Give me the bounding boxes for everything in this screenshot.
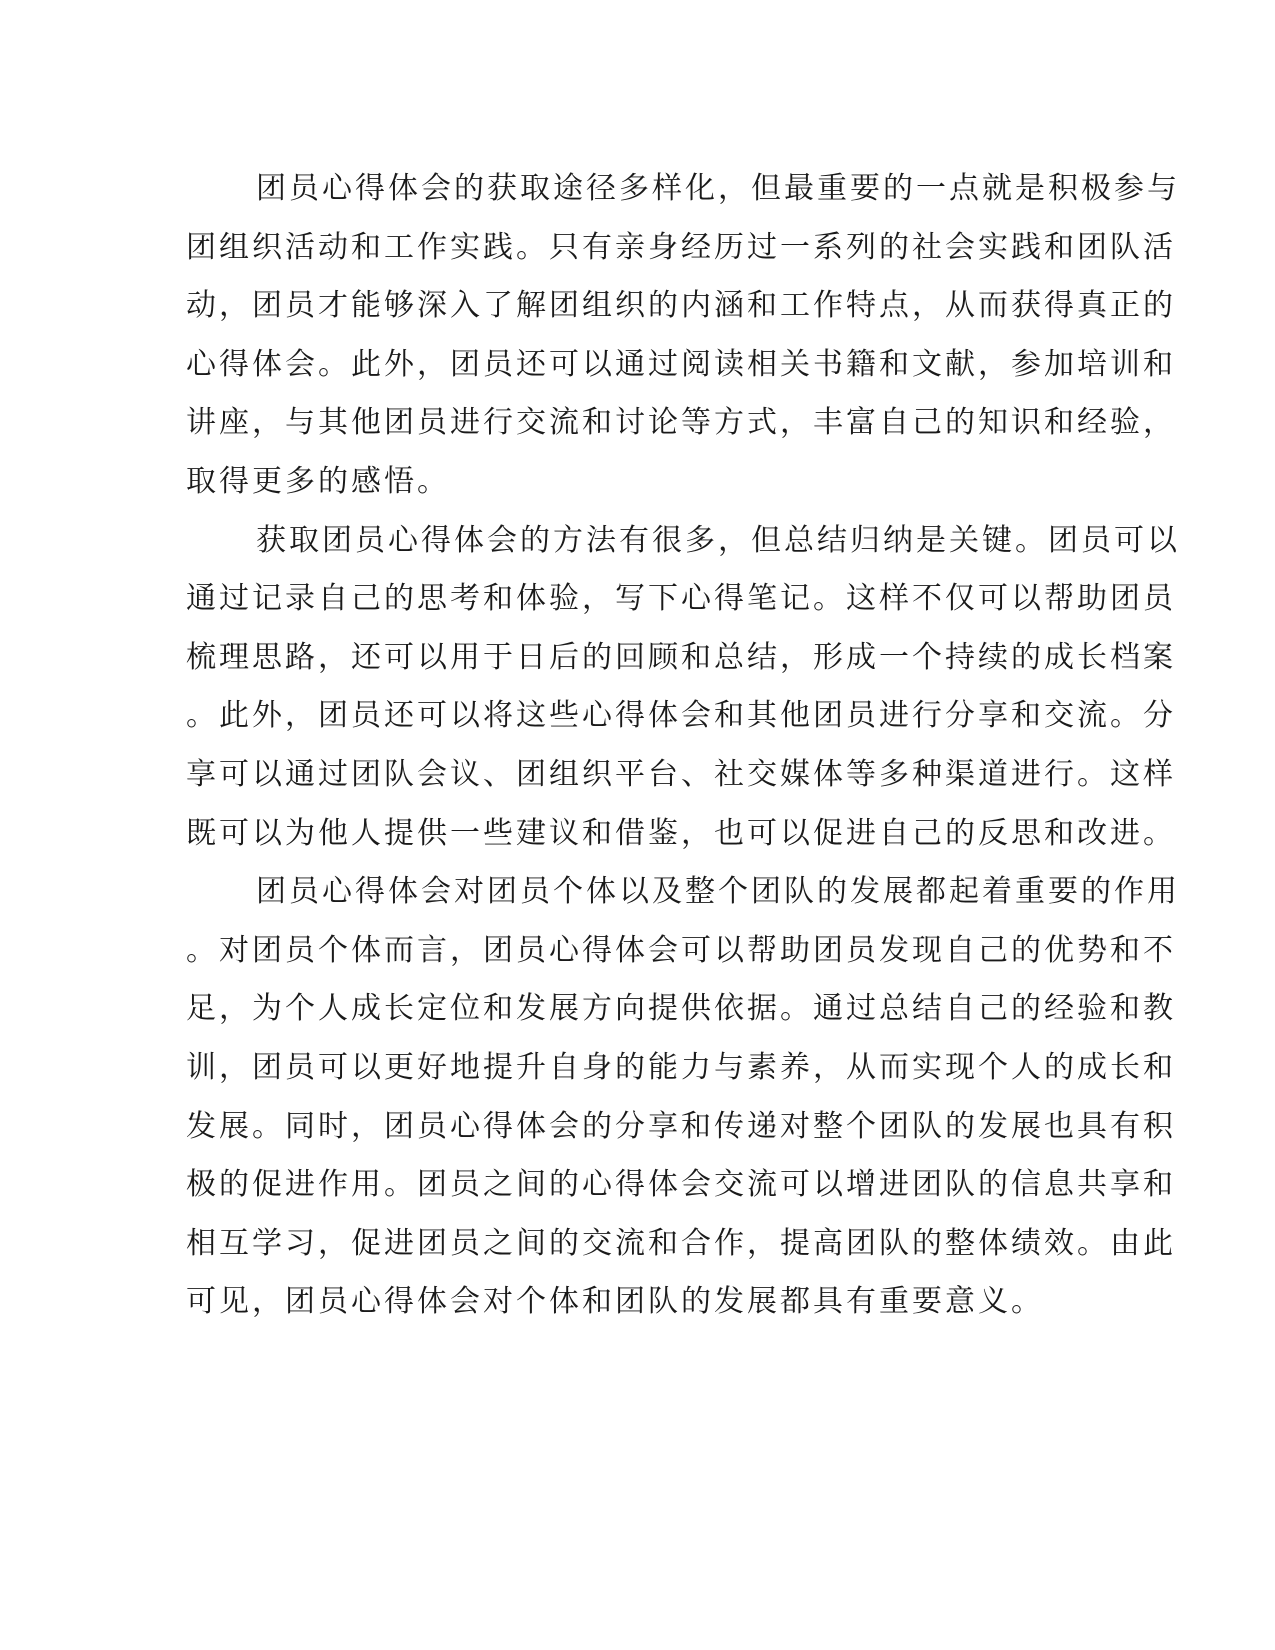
- paragraph-1-line-1: 团员心得体会的获取途径多样化，但最重要的一点就是积极参与: [256, 171, 1180, 206]
- paragraph-3-line-8: 可见，团员心得体会对个体和团队的发展都具有重要意义。: [186, 1284, 1044, 1320]
- paragraph-1-line-3: 动，团员才能够深入了解团组织的内涵和工作特点，从而获得真正的: [186, 288, 1176, 324]
- paragraph-2-line-4: 。此外，团员还可以将这些心得体会和其他团员进行分享和交流。分: [186, 698, 1176, 734]
- paragraph-2-line-3: 梳理思路，还可以用于日后的回顾和总结，形成一个持续的成长档案: [186, 639, 1176, 675]
- document-body: [186, 160, 1180, 1332]
- paragraph-1-line-5: 讲座，与其他团员进行交流和讨论等方式，丰富自己的知识和经验，: [186, 405, 1176, 441]
- paragraph-1-line-2: 团组织活动和工作实践。只有亲身经历过一系列的社会实践和团队活: [186, 229, 1176, 265]
- paragraph-2-line-6: 既可以为他人提供一些建议和借鉴，也可以促进自己的反思和改进。: [186, 815, 1176, 851]
- paragraph-2-line-5: 享可以通过团队会议、团组织平台、社交媒体等多种渠道进行。这样: [186, 756, 1176, 792]
- paragraph-3-line-2: 。对团员个体而言，团员心得体会可以帮助团员发现自己的优势和不: [186, 932, 1176, 968]
- paragraph-3-line-7: 相互学习，促进团员之间的交流和合作，提高团队的整体绩效。由此: [186, 1225, 1176, 1261]
- paragraph-3-line-4: 训，团员可以更好地提升自身的能力与素养，从而实现个人的成长和: [186, 1049, 1176, 1085]
- paragraph-2-line-2: 通过记录自己的思考和体验，写下心得笔记。这样不仅可以帮助团员: [186, 581, 1176, 617]
- paragraph-3-line-3: 足，为个人成长定位和发展方向提供依据。通过总结自己的经验和教: [186, 991, 1176, 1027]
- paragraph-1-line-6: 取得更多的感悟。: [186, 463, 450, 499]
- paragraph-1-line-4: 心得体会。此外，团员还可以通过阅读相关书籍和文献，参加培训和: [186, 346, 1176, 382]
- paragraph-2-line-1: 获取团员心得体会的方法有很多，但总结归纳是关键。团员可以: [256, 522, 1180, 558]
- paragraph-3-line-5: 发展。同时，团员心得体会的分享和传递对整个团队的发展也具有积: [186, 1108, 1176, 1144]
- paragraph-3-line-1: 团员心得体会对团员个体以及整个团队的发展都起着重要的作用: [256, 874, 1180, 910]
- paragraph-3-line-6: 极的促进作用。团员之间的心得体会交流可以增进团队的信息共享和: [186, 1167, 1176, 1203]
